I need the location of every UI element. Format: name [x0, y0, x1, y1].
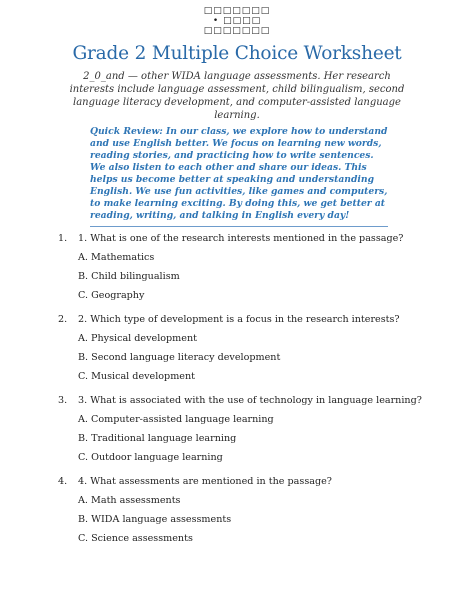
header-glyph-line: □□□□□□□ [203, 26, 271, 36]
quick-review-box: Quick Review: In our class, we explore how to understand and use English better. We focus on learning new words, reading stories, and practicing how to write sentences. We also listen to each other and share our ideas. This helps us become better at speaking and understanding English. We use fun activities, like games and computers, to make learning exciting. By doing this, we get better at reading, writing, and talking in English every day! [90, 126, 388, 227]
worksheet-title: Grade 2 Multiple Choice Worksheet [72, 43, 402, 64]
question-number: 3. [58, 395, 68, 406]
question-number: 4. [58, 476, 68, 487]
answer-option: C. Outdoor language learning [78, 452, 223, 463]
intro-paragraph: 2_0_and — other WIDA language assessments. Her research interests include language assessment, child bilingualism, second language literacy development, and computer-assisted language learning. [69, 71, 405, 121]
answer-option: B. WIDA language assessments [78, 514, 232, 525]
answer-option: B. Second language literacy development [78, 352, 281, 363]
question-number: 1. [58, 233, 68, 244]
answer-option: B. Child bilingualism [78, 271, 180, 282]
answer-option: B. Traditional language learning [78, 433, 237, 444]
answer-option: C. Geography [78, 290, 145, 301]
answer-option: C. Musical development [78, 371, 196, 382]
answer-option: A. Physical development [78, 333, 197, 344]
header-glyph-line: • □□□□ [212, 16, 262, 26]
question-list [58, 233, 422, 545]
answer-option: C. Science assessments [78, 533, 193, 544]
question-2 [58, 314, 416, 383]
question-4 [58, 476, 416, 545]
question-number: 2. [58, 314, 68, 325]
question-text: 4. What assessments are mentioned in the passage? [78, 476, 332, 487]
header-glyphs [58, 0, 416, 36]
question-text: 3. What is associated with the use of technology in language learning? [78, 395, 422, 406]
answer-option: A. Math assessments [78, 495, 181, 506]
question-text: 1. What is one of the research interests mentioned in the passage? [78, 233, 404, 244]
question-3 [58, 395, 422, 464]
header-glyph-line: □□□□□□□ [203, 6, 271, 16]
answer-option: A. Computer-assisted language learning [78, 414, 274, 425]
question-text: 2. Which type of development is a focus in the research interests? [78, 314, 400, 325]
question-1 [58, 233, 416, 302]
answer-option: A. Mathematics [78, 252, 155, 263]
